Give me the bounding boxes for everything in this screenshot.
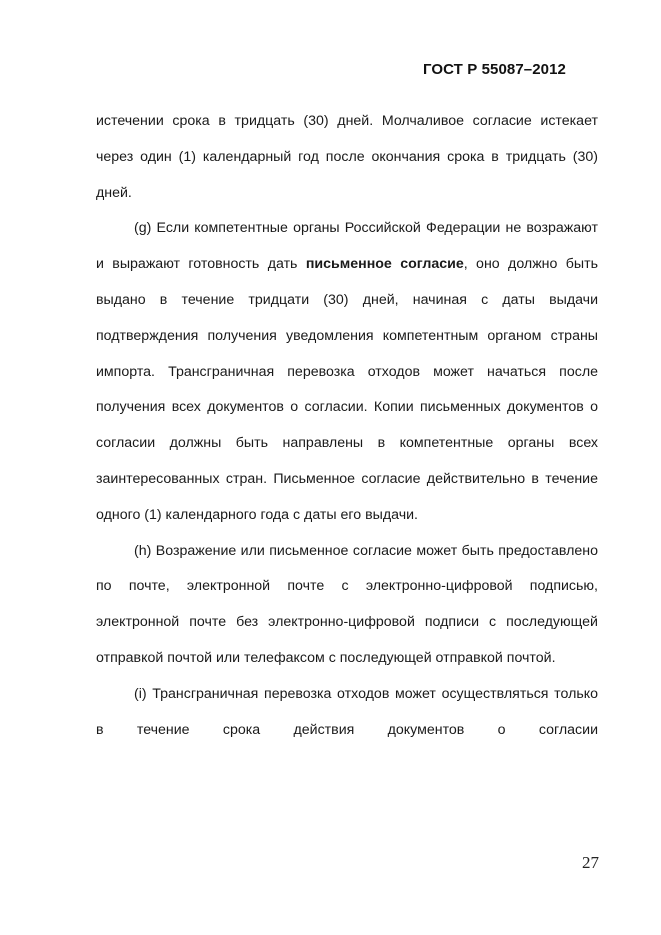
page-number: 27 [582,853,599,872]
paragraph-i: (i) Трансграничная перевозка отходов может осуществляться только в течение срока действия документов о согласии [96,685,598,738]
paragraph-h: (h) Возражение или письменное согласие может быть предоставлено по почте, электронной почте с электронно-цифровой подписью, электронной почте без электронно-цифровой подписи с последующей отправкой почтой или телефаксом с последующей отправкой почтой. [96,542,598,666]
paragraph-g-text-end: , оно должно быть выдано в течение тридцати (30) дней, начиная с даты выдачи подтверждения получения уведомления компетентным органом страны импорта. Трансграничная перевозка отходов может начаться после получения всех документов о согласии. Копии письменных документов о согласии должны быть направлены в компетентные органы всех заинтересованных стран. Письменное согласие действительно в течение одного (1) календарного года с даты его выдачи. [96,256,598,523]
paragraph-g-text-start: (g) Если компетентные органы Российской Федерации не возражают и выражают готовность дать [96,220,598,273]
paragraph-g-bold-term: письменное согласие [305,256,464,273]
paragraph-continuation: истечении срока в тридцать (30) дней. Молчаливое согласие истекает через один (1) календарный год после окончания срока в тридцать (30) дней. [96,113,598,201]
document-code-header: ГОСТ Р 55087–2012 [422,61,566,78]
paragraph-g [96,211,598,533]
document-body [96,104,598,748]
